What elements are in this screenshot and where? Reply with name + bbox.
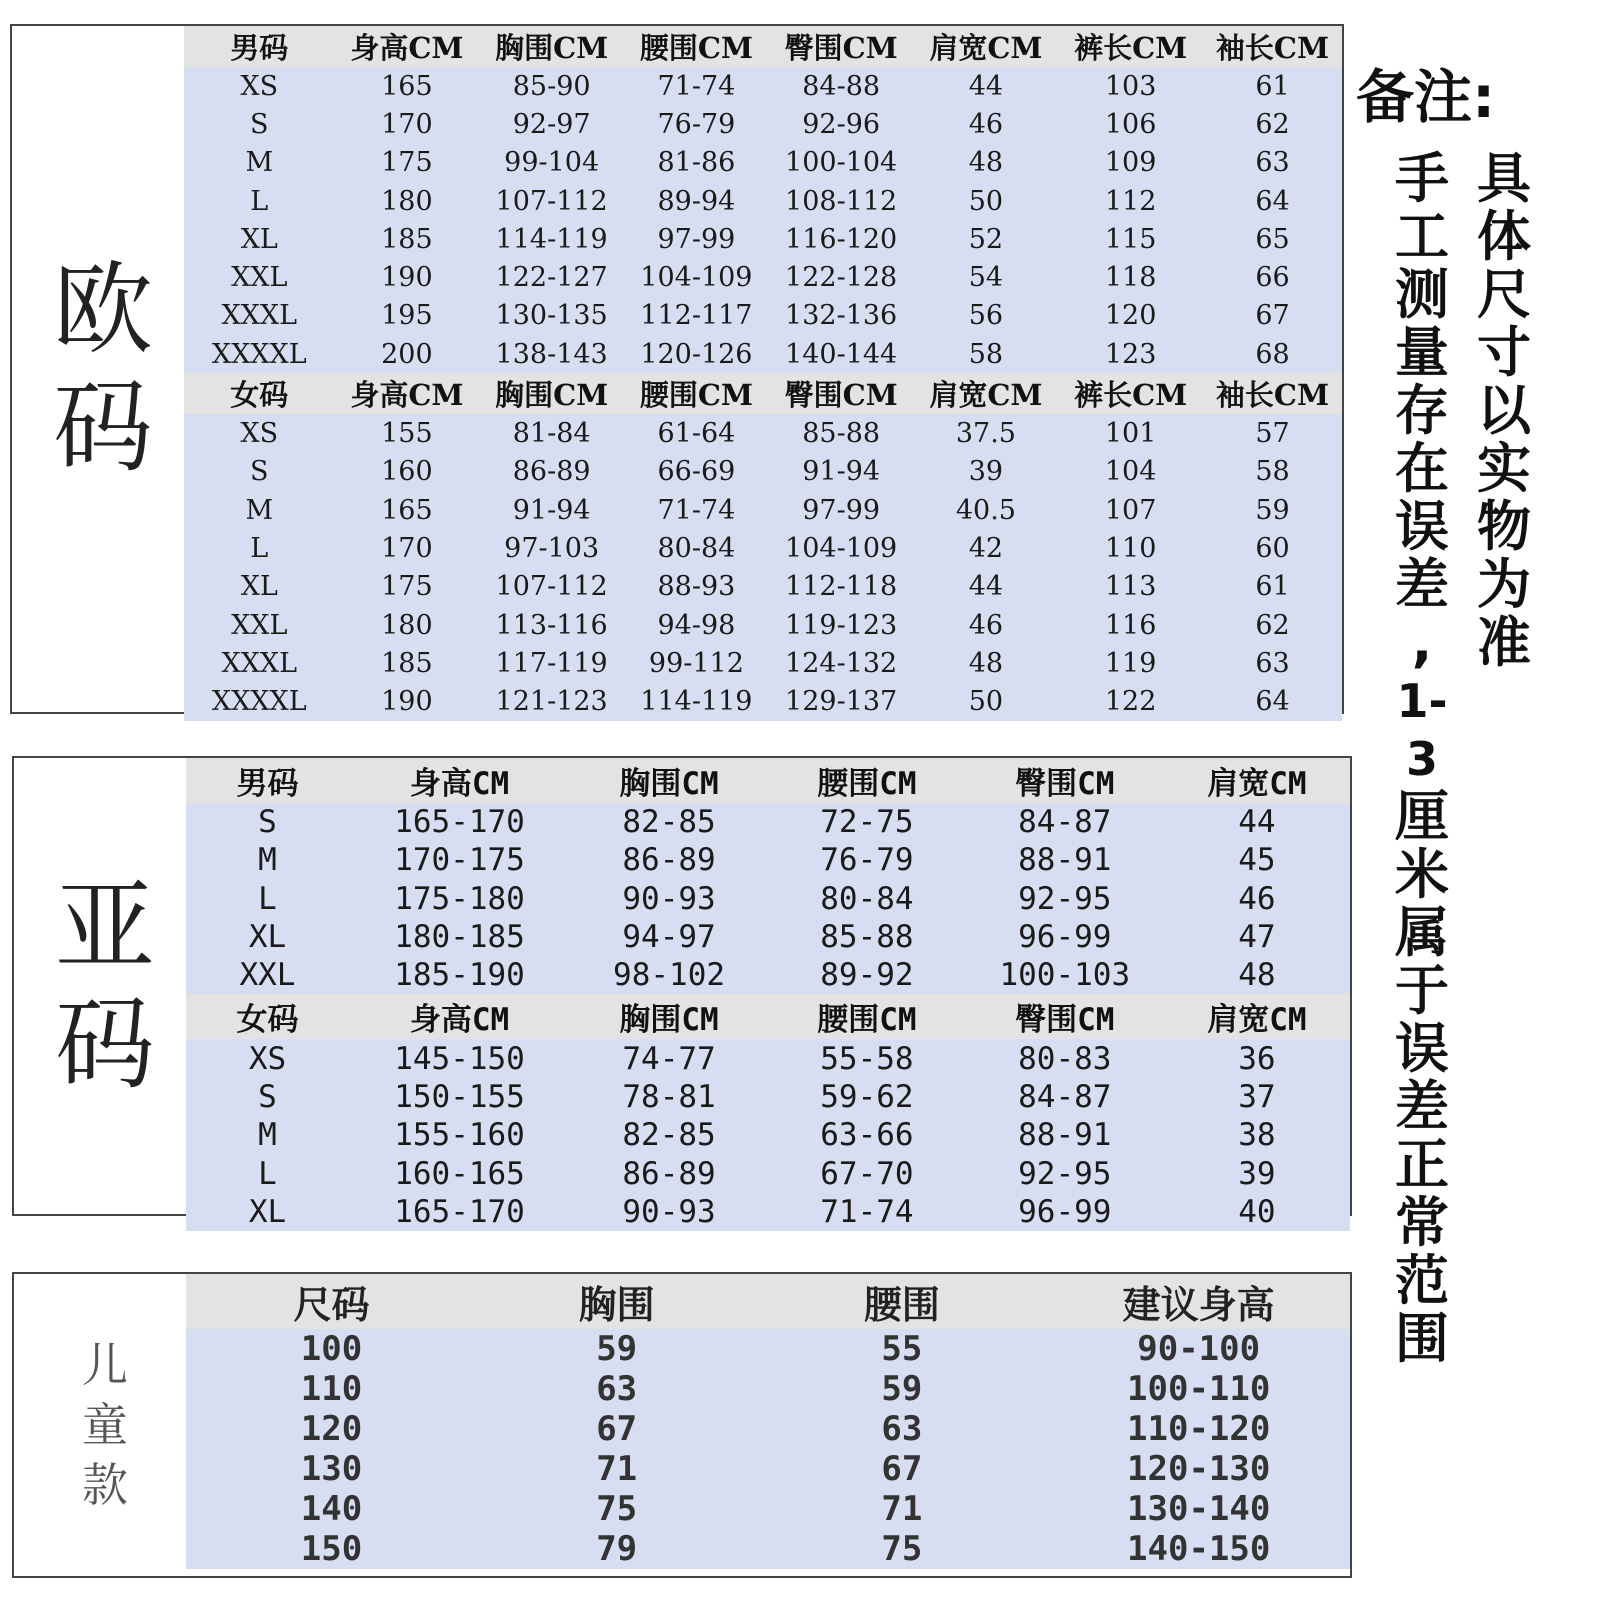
asia-women-header [186, 994, 1350, 1039]
table-cell: 200 [335, 335, 480, 373]
header-cell: 肩宽CM [1164, 994, 1350, 1039]
table-row [186, 803, 1350, 841]
table-cell: 66 [1203, 258, 1342, 296]
table-cell: 47 [1164, 918, 1350, 956]
header-cell: 男码 [186, 758, 349, 803]
table-cell: 120-126 [624, 335, 769, 373]
table-cell: 59 [1203, 491, 1342, 529]
table-row [184, 453, 1342, 491]
table-row [186, 880, 1350, 918]
table-cell: 180 [335, 606, 480, 644]
table-cell: 100-104 [769, 144, 914, 182]
table-cell: 110 [186, 1369, 477, 1409]
table-row [184, 105, 1342, 143]
table-cell: 84-88 [769, 67, 914, 105]
header-cell: 男码 [184, 26, 335, 67]
table-cell: 37.5 [914, 414, 1059, 452]
table-cell: 94-97 [570, 918, 768, 956]
table-cell: 115 [1058, 220, 1203, 258]
table-cell: 82-85 [570, 803, 768, 841]
table-cell: 48 [1164, 956, 1350, 994]
table-cell: 88-91 [966, 1116, 1164, 1154]
header-cell: 臀围CM [966, 758, 1164, 803]
table-cell: 150-155 [349, 1078, 570, 1116]
header-cell: 胸围 [477, 1274, 756, 1329]
table-cell: 195 [335, 297, 480, 335]
header-cell: 女码 [184, 373, 335, 414]
table-cell: 76-79 [624, 105, 769, 143]
table-cell: L [184, 182, 335, 220]
kids-size-panel [12, 1272, 1352, 1578]
table-cell: 50 [914, 682, 1059, 720]
table-cell: 74-77 [570, 1039, 768, 1077]
table-cell: 92-95 [966, 880, 1164, 918]
table-cell: 80-84 [768, 880, 966, 918]
table-cell: 40.5 [914, 491, 1059, 529]
table-row [184, 529, 1342, 567]
header-cell: 胸围CM [570, 994, 768, 1039]
table-row [184, 644, 1342, 682]
table-cell: 175 [335, 144, 480, 182]
table-cell: 185 [335, 220, 480, 258]
header-cell: 建议身高 [1047, 1274, 1350, 1329]
table-cell: 72-75 [768, 803, 966, 841]
table-row [184, 606, 1342, 644]
table-cell: 96-99 [966, 1193, 1164, 1231]
table-cell: 48 [914, 644, 1059, 682]
table-cell: 165-170 [349, 803, 570, 841]
table-cell: 155-160 [349, 1116, 570, 1154]
table-cell: 38 [1164, 1116, 1350, 1154]
table-cell: 65 [1203, 220, 1342, 258]
table-cell: XXXXL [184, 335, 335, 373]
table-cell: 107 [1058, 491, 1203, 529]
table-cell: 57 [1203, 414, 1342, 452]
table-cell: 67 [477, 1409, 756, 1449]
table-cell: 67 [756, 1449, 1047, 1489]
table-cell: 62 [1203, 105, 1342, 143]
table-cell: XS [186, 1039, 349, 1077]
table-cell: 170 [335, 105, 480, 143]
table-cell: 155 [335, 414, 480, 452]
table-row [184, 335, 1342, 373]
table-cell: 101 [1058, 414, 1203, 452]
table-row [186, 1329, 1350, 1369]
table-cell: 113 [1058, 568, 1203, 606]
table-cell: 103 [1058, 67, 1203, 105]
table-cell: L [184, 529, 335, 567]
table-cell: 61 [1203, 568, 1342, 606]
header-cell: 臀围CM [769, 26, 914, 67]
table-cell: M [184, 144, 335, 182]
table-cell: L [186, 880, 349, 918]
table-cell: 110-120 [1047, 1409, 1350, 1449]
table-cell: XL [184, 568, 335, 606]
table-row [184, 414, 1342, 452]
table-cell: 175-180 [349, 880, 570, 918]
table-cell: 116 [1058, 606, 1203, 644]
europe-men-header [184, 26, 1342, 67]
notes-line-1: 具 体 尺 寸 以 实 物 为 准 [1477, 147, 1531, 674]
header-cell: 女码 [186, 994, 349, 1039]
table-cell: 81-84 [479, 414, 624, 452]
table-cell: 71 [756, 1489, 1047, 1529]
table-cell: 140-150 [1047, 1529, 1350, 1569]
table-cell: 118 [1058, 258, 1203, 296]
header-cell: 裤长CM [1058, 26, 1203, 67]
table-cell: 89-92 [768, 956, 966, 994]
table-cell: 81-86 [624, 144, 769, 182]
table-cell: 122 [1058, 682, 1203, 720]
table-cell: 96-99 [966, 918, 1164, 956]
table-cell: 84-87 [966, 1078, 1164, 1116]
table-cell: XXL [184, 606, 335, 644]
table-cell: 99-104 [479, 144, 624, 182]
asia-section-label: 亚 码 [55, 868, 155, 1103]
table-row [186, 1116, 1350, 1154]
table-cell: 180-185 [349, 918, 570, 956]
table-cell: 124-132 [769, 644, 914, 682]
asia-men-header [186, 758, 1350, 803]
table-cell: 63 [1203, 644, 1342, 682]
table-cell: 50 [914, 182, 1059, 220]
table-row [184, 144, 1342, 182]
table-cell: 140 [186, 1489, 477, 1529]
header-cell: 胸围CM [479, 373, 624, 414]
table-cell: S [186, 803, 349, 841]
table-cell: 113-116 [479, 606, 624, 644]
table-cell: 45 [1164, 841, 1350, 879]
table-cell: 107-112 [479, 568, 624, 606]
table-cell: 112 [1058, 182, 1203, 220]
table-row [186, 918, 1350, 956]
table-cell: XL [186, 1193, 349, 1231]
header-cell: 臀围CM [769, 373, 914, 414]
table-cell: 104 [1058, 453, 1203, 491]
table-cell: 48 [914, 144, 1059, 182]
table-row [186, 1154, 1350, 1192]
table-cell: 82-85 [570, 1116, 768, 1154]
table-cell: 67 [1203, 297, 1342, 335]
table-cell: 116-120 [769, 220, 914, 258]
table-cell: M [186, 1116, 349, 1154]
table-cell: 42 [914, 529, 1059, 567]
header-cell: 胸围CM [479, 26, 624, 67]
header-cell: 身高CM [349, 994, 570, 1039]
table-cell: 122-127 [479, 258, 624, 296]
table-cell: 160 [335, 453, 480, 491]
header-cell: 袖长CM [1203, 373, 1342, 414]
europe-women-header [184, 373, 1342, 414]
table-cell: 85-90 [479, 67, 624, 105]
table-cell: 71-74 [624, 67, 769, 105]
kids-header [186, 1274, 1350, 1329]
table-row [184, 682, 1342, 720]
header-cell: 腰围CM [768, 994, 966, 1039]
table-cell: S [184, 105, 335, 143]
table-cell: 46 [1164, 880, 1350, 918]
table-cell: 91-94 [769, 453, 914, 491]
table-cell: 58 [914, 335, 1059, 373]
table-cell: XS [184, 67, 335, 105]
table-cell: 90-100 [1047, 1329, 1350, 1369]
europe-section-label: 欧 码 [53, 251, 153, 486]
table-cell: 120 [1058, 297, 1203, 335]
table-cell: 56 [914, 297, 1059, 335]
table-cell: 94-98 [624, 606, 769, 644]
table-cell: XXXL [184, 644, 335, 682]
table-cell: M [184, 491, 335, 529]
header-cell: 腰围CM [624, 26, 769, 67]
table-cell: 190 [335, 258, 480, 296]
header-cell: 袖长CM [1203, 26, 1342, 67]
table-cell: 78-81 [570, 1078, 768, 1116]
table-row [186, 1409, 1350, 1449]
table-cell: 110 [1058, 529, 1203, 567]
table-cell: 120 [186, 1409, 477, 1449]
table-cell: 119 [1058, 644, 1203, 682]
table-cell: 98-102 [570, 956, 768, 994]
table-cell: 114-119 [479, 220, 624, 258]
kids-size-table [186, 1274, 1350, 1569]
table-cell: XL [186, 918, 349, 956]
table-cell: 55-58 [768, 1039, 966, 1077]
header-cell: 身高CM [335, 373, 480, 414]
header-cell: 裤长CM [1058, 373, 1203, 414]
header-cell: 腰围CM [624, 373, 769, 414]
table-cell: 145-150 [349, 1039, 570, 1077]
table-cell: 92-95 [966, 1154, 1164, 1192]
table-row [184, 182, 1342, 220]
table-row [186, 956, 1350, 994]
table-cell: XS [184, 414, 335, 452]
table-row [184, 258, 1342, 296]
table-cell: 75 [477, 1489, 756, 1529]
table-cell: XXL [184, 258, 335, 296]
table-cell: XXL [186, 956, 349, 994]
table-cell: 63 [756, 1409, 1047, 1449]
table-cell: 68 [1203, 335, 1342, 373]
table-cell: 130 [186, 1449, 477, 1489]
table-cell: 170-175 [349, 841, 570, 879]
table-row [186, 1039, 1350, 1077]
table-cell: 90-93 [570, 1193, 768, 1231]
header-cell: 腰围 [756, 1274, 1047, 1329]
table-cell: 62 [1203, 606, 1342, 644]
table-cell: 75 [756, 1529, 1047, 1569]
kids-section-label: 儿 童 款 [82, 1338, 128, 1512]
table-cell: 123 [1058, 335, 1203, 373]
table-cell: 121-123 [479, 682, 624, 720]
table-cell: 138-143 [479, 335, 624, 373]
table-cell: 63 [477, 1369, 756, 1409]
table-row [184, 491, 1342, 529]
table-cell: 140-144 [769, 335, 914, 373]
table-cell: S [184, 453, 335, 491]
header-cell: 尺码 [186, 1274, 477, 1329]
table-cell: 130-135 [479, 297, 624, 335]
table-cell: XXXXL [184, 682, 335, 720]
table-row [184, 220, 1342, 258]
header-cell: 身高CM [349, 758, 570, 803]
table-cell: 180 [335, 182, 480, 220]
table-row [186, 1449, 1350, 1489]
table-cell: 132-136 [769, 297, 914, 335]
table-cell: 129-137 [769, 682, 914, 720]
table-row [184, 568, 1342, 606]
table-cell: 104-109 [624, 258, 769, 296]
table-cell: 97-99 [769, 491, 914, 529]
table-cell: 100 [186, 1329, 477, 1369]
table-cell: 63-66 [768, 1116, 966, 1154]
table-cell: M [186, 841, 349, 879]
table-cell: 84-87 [966, 803, 1164, 841]
notes-title: 备注: [1356, 63, 1496, 131]
table-cell: 109 [1058, 144, 1203, 182]
table-cell: 59 [756, 1369, 1047, 1409]
table-cell: 119-123 [769, 606, 914, 644]
header-cell: 胸围CM [570, 758, 768, 803]
table-cell: 85-88 [768, 918, 966, 956]
table-cell: 67-70 [768, 1154, 966, 1192]
table-cell: 85-88 [769, 414, 914, 452]
header-cell: 身高CM [335, 26, 480, 67]
table-cell: 92-96 [769, 105, 914, 143]
notes-line-2: 手 工 测 量 存 在 误 差 , 1-3 厘 米 属 于 误 差 正 常 范 围 [1395, 147, 1449, 1370]
table-cell: 88-91 [966, 841, 1164, 879]
table-cell: 92-97 [479, 105, 624, 143]
table-cell: 99-112 [624, 644, 769, 682]
table-cell: 107-112 [479, 182, 624, 220]
table-cell: 71-74 [624, 491, 769, 529]
table-row [186, 1193, 1350, 1231]
table-cell: 40 [1164, 1193, 1350, 1231]
table-cell: 165 [335, 67, 480, 105]
table-cell: 61-64 [624, 414, 769, 452]
header-cell: 肩宽CM [914, 373, 1059, 414]
table-cell: 63 [1203, 144, 1342, 182]
table-cell: 165-170 [349, 1193, 570, 1231]
table-cell: 86-89 [570, 1154, 768, 1192]
table-cell: 160-165 [349, 1154, 570, 1192]
table-cell: 185 [335, 644, 480, 682]
table-row [186, 1078, 1350, 1116]
table-cell: 64 [1203, 182, 1342, 220]
table-cell: 190 [335, 682, 480, 720]
table-cell: XXXL [184, 297, 335, 335]
table-cell: 39 [914, 453, 1059, 491]
table-cell: 58 [1203, 453, 1342, 491]
table-cell: 185-190 [349, 956, 570, 994]
table-cell: XL [184, 220, 335, 258]
table-cell: 122-128 [769, 258, 914, 296]
table-cell: 104-109 [769, 529, 914, 567]
table-cell: 55 [756, 1329, 1047, 1369]
table-row [186, 1489, 1350, 1529]
table-cell: 52 [914, 220, 1059, 258]
table-row [184, 297, 1342, 335]
table-cell: 170 [335, 529, 480, 567]
table-cell: 44 [1164, 803, 1350, 841]
table-cell: 76-79 [768, 841, 966, 879]
header-cell: 肩宽CM [914, 26, 1059, 67]
table-cell: 100-103 [966, 956, 1164, 994]
europe-size-panel [10, 24, 1344, 718]
table-cell: 117-119 [479, 644, 624, 682]
table-cell: 86-89 [479, 453, 624, 491]
table-cell: 64 [1203, 682, 1342, 720]
table-cell: 71-74 [768, 1193, 966, 1231]
table-cell: 114-119 [624, 682, 769, 720]
table-cell: 80-84 [624, 529, 769, 567]
table-row [186, 1369, 1350, 1409]
table-cell: 89-94 [624, 182, 769, 220]
table-cell: 175 [335, 568, 480, 606]
table-cell: 44 [914, 568, 1059, 606]
table-cell: 80-83 [966, 1039, 1164, 1077]
table-cell: 60 [1203, 529, 1342, 567]
table-cell: 36 [1164, 1039, 1350, 1077]
table-cell: 90-93 [570, 880, 768, 918]
table-cell: 100-110 [1047, 1369, 1350, 1409]
asia-size-panel [12, 756, 1352, 1230]
table-row [184, 67, 1342, 105]
table-cell: 150 [186, 1529, 477, 1569]
table-cell: 71 [477, 1449, 756, 1489]
table-cell: 79 [477, 1529, 756, 1569]
table-cell: 86-89 [570, 841, 768, 879]
table-cell: L [186, 1154, 349, 1192]
table-cell: 112-117 [624, 297, 769, 335]
table-row [186, 841, 1350, 879]
table-cell: S [186, 1078, 349, 1116]
table-cell: 61 [1203, 67, 1342, 105]
table-cell: 97-99 [624, 220, 769, 258]
table-cell: 130-140 [1047, 1489, 1350, 1529]
table-cell: 165 [335, 491, 480, 529]
table-cell: 112-118 [769, 568, 914, 606]
table-cell: 66-69 [624, 453, 769, 491]
header-cell: 肩宽CM [1164, 758, 1350, 803]
table-cell: 59-62 [768, 1078, 966, 1116]
table-cell: 37 [1164, 1078, 1350, 1116]
table-cell: 91-94 [479, 491, 624, 529]
table-cell: 108-112 [769, 182, 914, 220]
europe-size-table [184, 26, 1342, 721]
table-cell: 54 [914, 258, 1059, 296]
table-cell: 46 [914, 105, 1059, 143]
table-cell: 46 [914, 606, 1059, 644]
header-cell: 腰围CM [768, 758, 966, 803]
table-row [186, 1529, 1350, 1569]
table-cell: 59 [477, 1329, 756, 1369]
table-cell: 39 [1164, 1154, 1350, 1192]
table-cell: 88-93 [624, 568, 769, 606]
asia-size-table [186, 758, 1350, 1231]
table-cell: 106 [1058, 105, 1203, 143]
table-cell: 120-130 [1047, 1449, 1350, 1489]
header-cell: 臀围CM [966, 994, 1164, 1039]
table-cell: 97-103 [479, 529, 624, 567]
table-cell: 44 [914, 67, 1059, 105]
